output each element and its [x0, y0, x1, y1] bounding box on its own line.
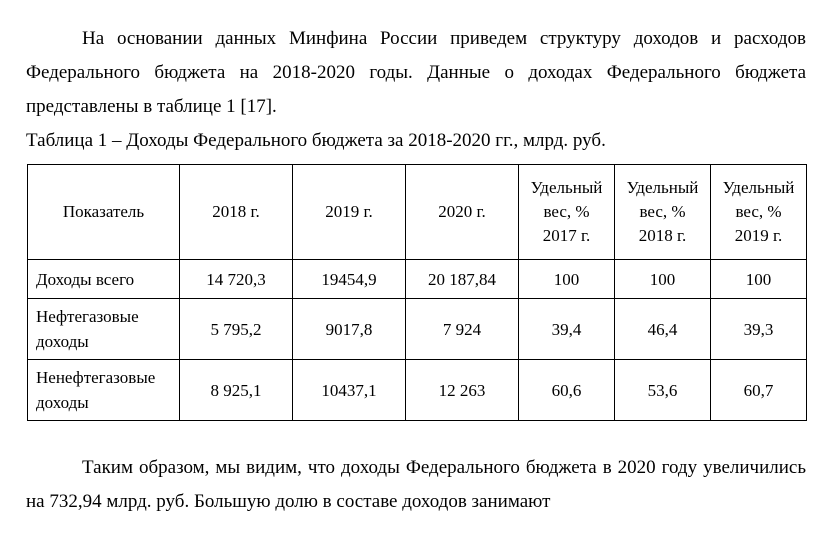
- cell-oil-gas-2018: 5 795,2: [180, 299, 293, 360]
- cell-total-income-share-2019: 100: [711, 260, 807, 299]
- column-header-indicator: Показатель: [28, 165, 180, 260]
- column-header-2019: 2019 г.: [293, 165, 406, 260]
- closing-paragraph: Таким образом, мы видим, что доходы Федерального бюджета в 2020 году увеличились на 732,94 млрд. руб. Большую долю в составе доходов занимают: [26, 457, 806, 512]
- cell-non-oil-gas-share-2017: 60,6: [519, 360, 615, 421]
- column-header-share-2019: Удельный вес, % 2019 г.: [711, 165, 807, 260]
- row-label-non-oil-gas-income: Ненефтегазовые доходы: [28, 360, 180, 421]
- cell-total-income-2018: 14 720,3: [180, 260, 293, 299]
- cell-non-oil-gas-share-2019: 60,7: [711, 360, 807, 421]
- table-row: [28, 260, 807, 299]
- intro-paragraph: На основании данных Минфина России приведем структуру доходов и расходов Федерального бюджета на 2018-2020 годы. Данные о доходах Федерального бюджета представлены в таблице 1 [17].: [26, 28, 806, 117]
- column-header-2018: 2018 г.: [180, 165, 293, 260]
- column-header-2020: 2020 г.: [406, 165, 519, 260]
- cell-oil-gas-share-2019: 39,3: [711, 299, 807, 360]
- table-text-spacer: [26, 421, 806, 451]
- table-caption: Таблица 1 – Доходы Федерального бюджета за 2018-2020 гг., млрд. руб.: [26, 130, 606, 151]
- cell-total-income-2020: 20 187,84: [406, 260, 519, 299]
- cell-non-oil-gas-2018: 8 925,1: [180, 360, 293, 421]
- budget-income-table: [27, 164, 807, 421]
- cell-non-oil-gas-share-2018: 53,6: [615, 360, 711, 421]
- cell-total-income-2019: 19454,9: [293, 260, 406, 299]
- cell-oil-gas-2019: 9017,8: [293, 299, 406, 360]
- cell-oil-gas-2020: 7 924: [406, 299, 519, 360]
- table-header-row: [28, 165, 807, 260]
- cell-oil-gas-share-2018: 46,4: [615, 299, 711, 360]
- cell-oil-gas-share-2017: 39,4: [519, 299, 615, 360]
- column-header-share-2017: Удельный вес, % 2017 г.: [519, 165, 615, 260]
- cell-total-income-share-2017: 100: [519, 260, 615, 299]
- row-label-oil-gas-income: Нефтегазовые доходы: [28, 299, 180, 360]
- table-row: [28, 299, 807, 360]
- cell-non-oil-gas-2020: 12 263: [406, 360, 519, 421]
- row-label-total-income: Доходы всего: [28, 260, 180, 299]
- column-header-share-2018: Удельный вес, % 2018 г.: [615, 165, 711, 260]
- table-row: [28, 360, 807, 421]
- cell-non-oil-gas-2019: 10437,1: [293, 360, 406, 421]
- cell-total-income-share-2018: 100: [615, 260, 711, 299]
